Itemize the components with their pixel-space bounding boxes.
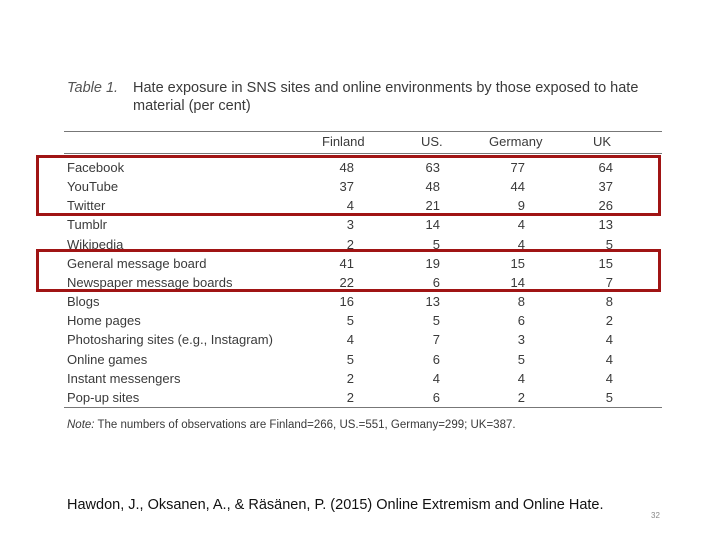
row-label: Twitter	[67, 198, 106, 213]
table-cell: 7	[432, 332, 440, 347]
table-cell: 3	[346, 217, 354, 232]
table-cell: 5	[432, 237, 440, 252]
table-cell: 9	[517, 198, 525, 213]
table-cell: 26	[598, 198, 613, 213]
row-label: YouTube	[67, 179, 119, 194]
row-label: Instant messengers	[67, 371, 181, 386]
top-rule	[64, 131, 662, 132]
note-label: Note:	[67, 419, 95, 431]
table-cell: 4	[517, 237, 525, 252]
table-cell: 37	[598, 179, 613, 194]
row-label: Tumblr	[67, 217, 107, 232]
table-cell: 48	[425, 179, 440, 194]
table-cell: 5	[346, 352, 354, 367]
table-cell: 13	[425, 294, 440, 309]
highlight-box-top	[36, 155, 661, 216]
table-cell: 3	[517, 332, 525, 347]
table-cell: 44	[510, 179, 525, 194]
row-label: Facebook	[67, 160, 125, 175]
row-label: Online games	[67, 352, 148, 367]
row-label: Blogs	[67, 294, 100, 309]
table-cell: 5	[346, 313, 354, 328]
table-cell: 37	[339, 179, 354, 194]
table-note	[67, 419, 516, 431]
table-cell: 4	[605, 332, 613, 347]
table-cell: 63	[425, 160, 440, 175]
table-label: Table 1.	[67, 80, 119, 96]
table-cell: 5	[605, 390, 613, 405]
row-label: General message board	[67, 256, 207, 271]
table-cell: 15	[598, 256, 613, 271]
table-title: Hate exposure in SNS sites and online environments by those exposed to hate material (per cent)	[133, 80, 639, 114]
header-rule	[64, 153, 662, 154]
row-label: Newspaper message boards	[67, 275, 233, 290]
table-cell: 6	[432, 352, 440, 367]
table-cell: 4	[605, 371, 613, 386]
table-cell: 19	[425, 256, 440, 271]
table-cell: 4	[346, 198, 354, 213]
table-cell: 77	[510, 160, 525, 175]
table-cell: 14	[425, 217, 440, 232]
table-cell: 2	[346, 390, 354, 405]
table-cell: 4	[517, 217, 525, 232]
col-header-uk: UK	[593, 134, 612, 149]
table-cell: 7	[605, 275, 613, 290]
table-cell: 21	[425, 198, 440, 213]
table-cell: 8	[517, 294, 525, 309]
table-cell: 5	[517, 352, 525, 367]
row-label: Photosharing sites (e.g., Instagram)	[67, 332, 273, 347]
row-label: Pop-up sites	[67, 390, 140, 405]
table-cell: 2	[605, 313, 613, 328]
table-cell: 16	[339, 294, 354, 309]
col-header-finland: Finland	[322, 134, 365, 149]
table-cell: 2	[346, 371, 354, 386]
table-cell: 4	[517, 371, 525, 386]
page-number: 32	[651, 511, 660, 520]
table-cell: 8	[605, 294, 613, 309]
table-cell: 2	[346, 237, 354, 252]
bottom-rule	[64, 407, 662, 408]
highlight-box-bottom	[36, 249, 661, 292]
table-cell: 13	[598, 217, 613, 232]
table-cell: 22	[339, 275, 354, 290]
table-cell: 6	[517, 313, 525, 328]
table-cell: 4	[346, 332, 354, 347]
table-cell: 64	[598, 160, 613, 175]
table-cell: 2	[517, 390, 525, 405]
table-cell: 15	[510, 256, 525, 271]
table-cell: 48	[339, 160, 354, 175]
col-header-germany: Germany	[489, 134, 543, 149]
col-header-us: US.	[421, 134, 443, 149]
table-cell: 14	[510, 275, 525, 290]
note-text: The numbers of observations are Finland=266, US.=551, Germany=299; UK=387.	[94, 419, 516, 431]
row-label: Wikipedia	[67, 237, 124, 252]
table-cell: 6	[432, 390, 440, 405]
table-cell: 41	[339, 256, 354, 271]
table-cell: 4	[605, 352, 613, 367]
citation: Hawdon, J., Oksanen, A., & Räsänen, P. (2015) Online Extremism and Online Hate.	[67, 497, 604, 513]
table-cell: 4	[432, 371, 440, 386]
row-label: Home pages	[67, 313, 141, 328]
table-cell: 5	[432, 313, 440, 328]
table-cell: 5	[605, 237, 613, 252]
table-cell: 6	[432, 275, 440, 290]
